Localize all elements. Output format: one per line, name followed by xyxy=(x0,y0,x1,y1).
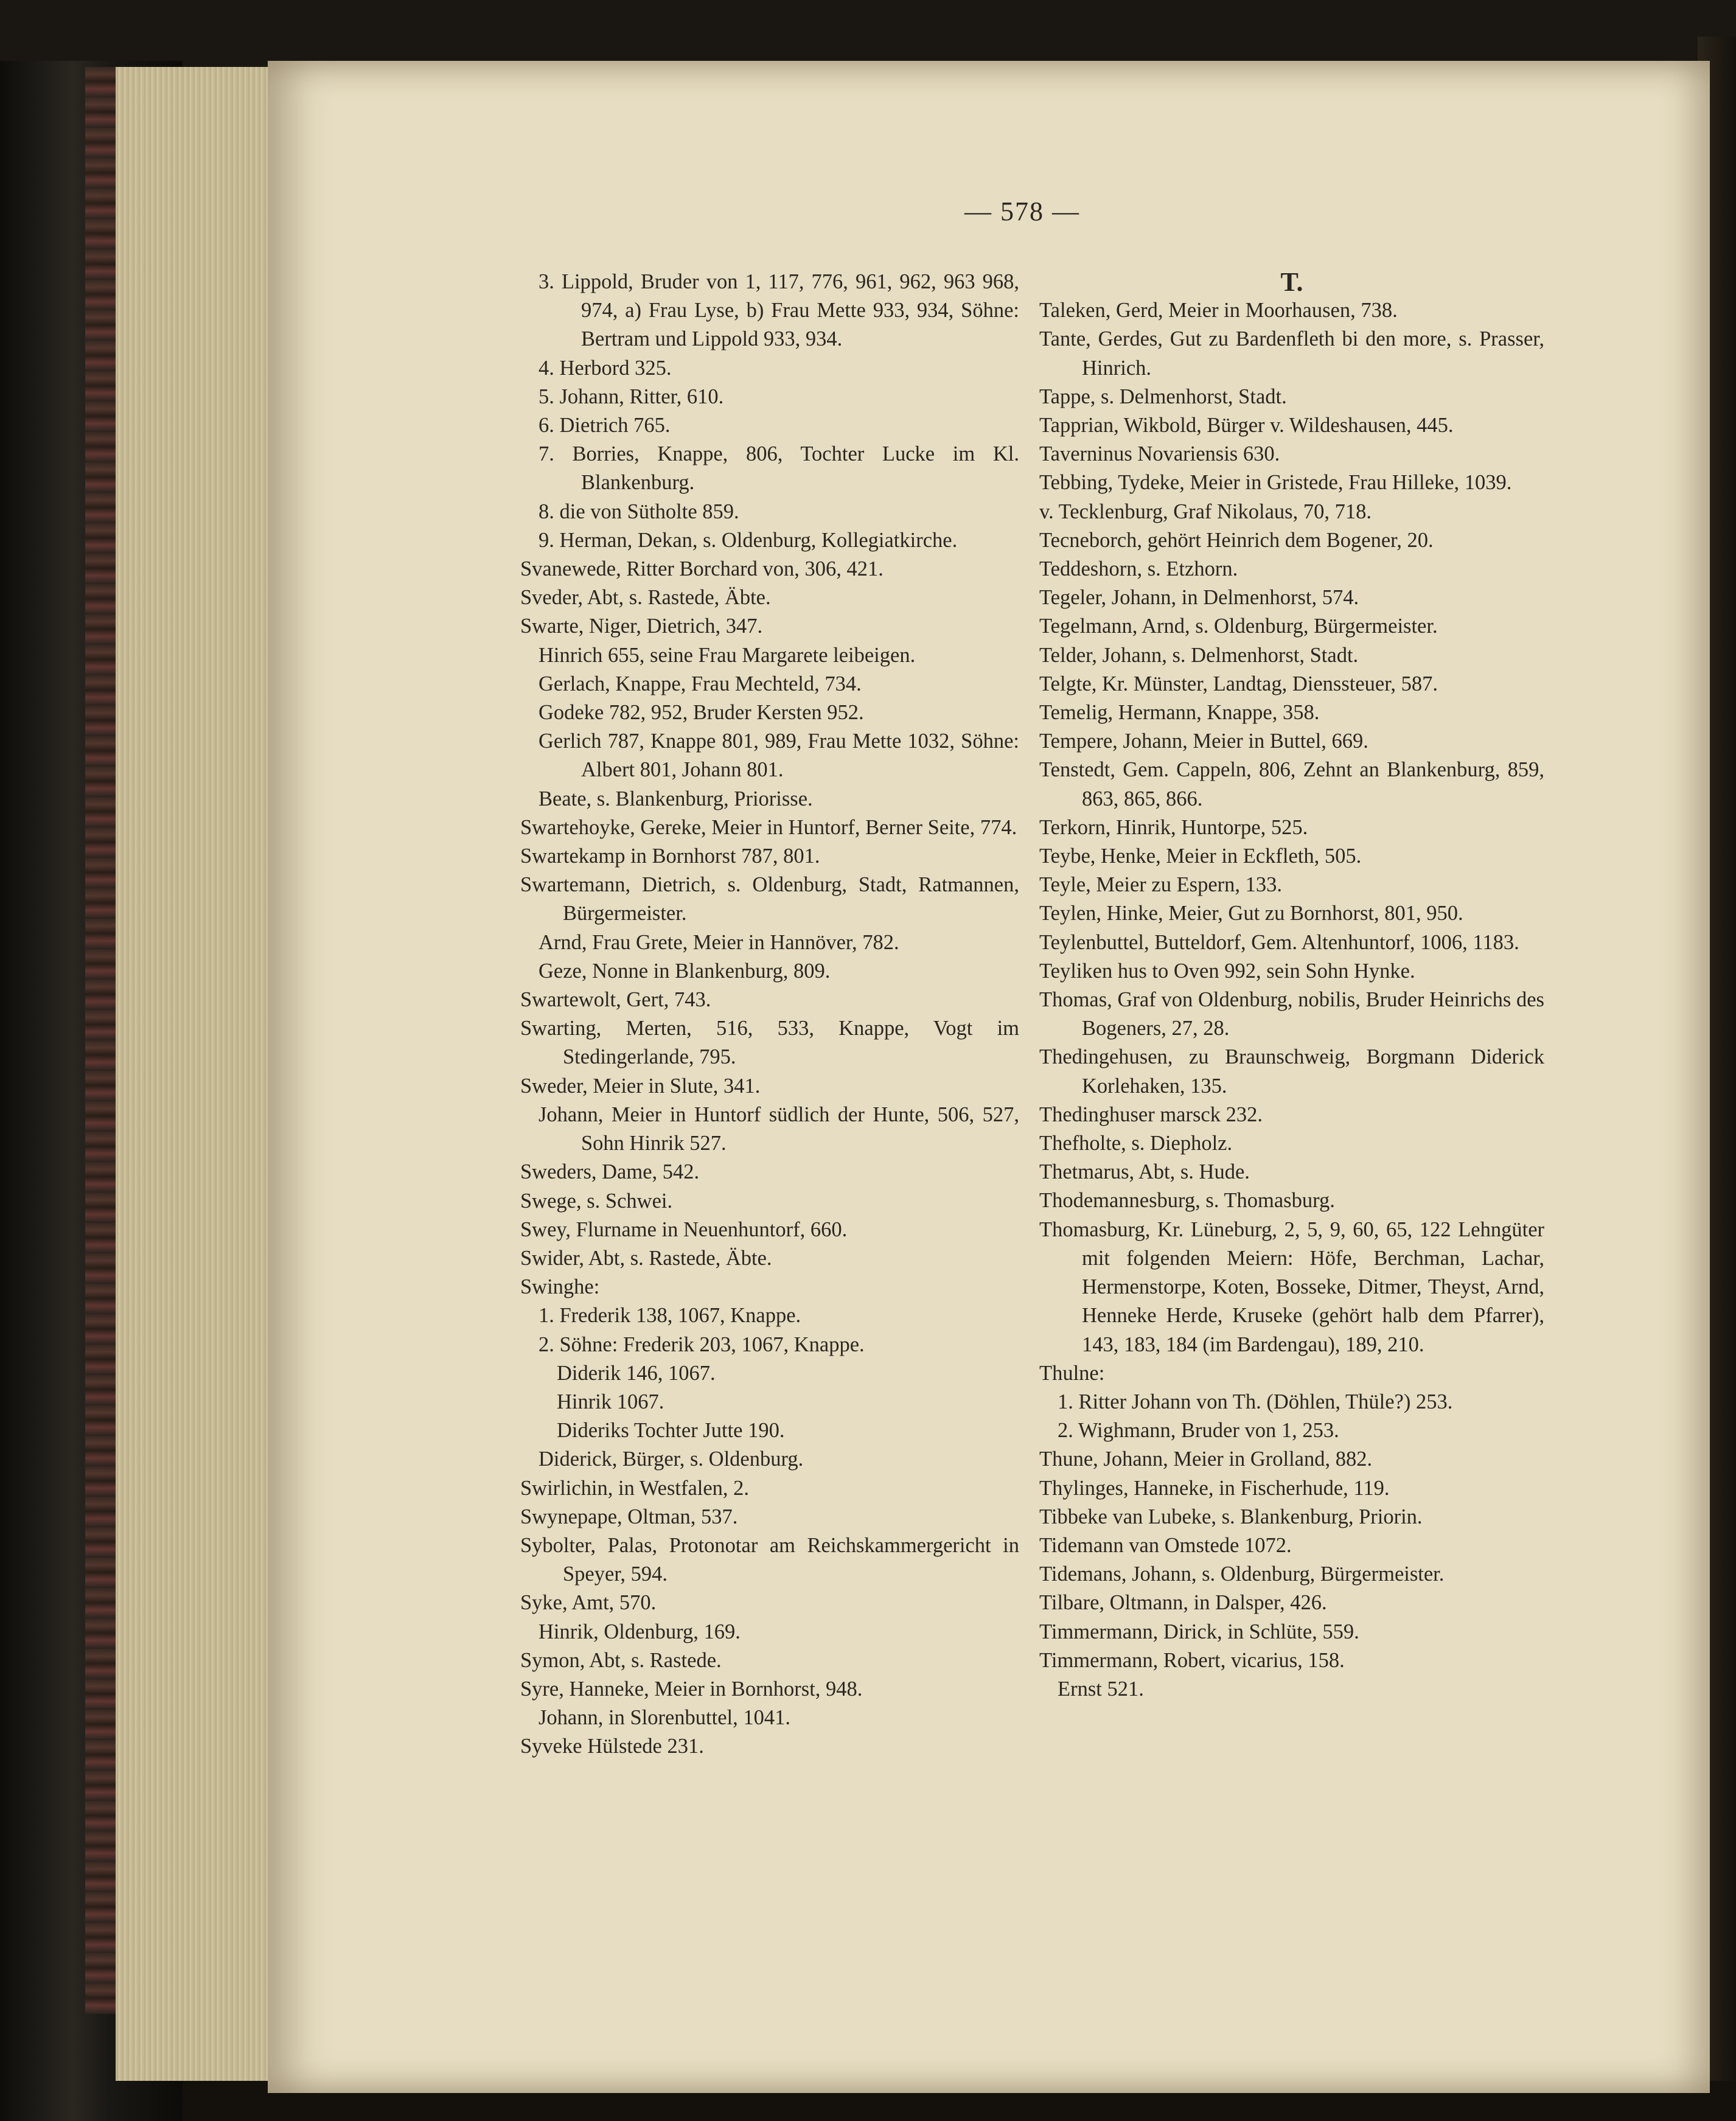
index-entry: Godeke 782, 952, Bruder Kersten 952. xyxy=(539,701,864,725)
index-entry: Thylinges, Hanneke, in Fischerhude, 119. xyxy=(1039,1476,1390,1500)
index-entry: Tidemann van Omstede 1072. xyxy=(1039,1533,1292,1557)
index-entry: Taverninus Novariensis 630. xyxy=(1039,442,1280,466)
index-entry: Beate, s. Blankenburg, Priorisse. xyxy=(539,787,813,810)
index-entry: Tebbing, Tydeke, Meier in Gristede, Frau Hilleke, 1039. xyxy=(1039,471,1512,495)
index-entry: Ernst 521. xyxy=(1058,1677,1144,1701)
index-entry: Teddeshorn, s. Etzhorn. xyxy=(1039,557,1238,581)
index-entry: Timmermann, Robert, vicarius, 158. xyxy=(1039,1648,1345,1672)
index-entry: Tecneborch, gehört Heinrich dem Bogener, 20. xyxy=(1039,528,1434,552)
index-entry: Tidemans, Johann, s. Oldenburg, Bürgermeister. xyxy=(1039,1562,1445,1586)
index-column-right xyxy=(1039,268,1544,1704)
index-entry: Tappe, s. Delmenhorst, Stadt. xyxy=(1039,385,1287,408)
index-entry: Swege, s. Schwei. xyxy=(520,1189,673,1213)
index-entry: Dideriks Tochter Jutte 190. xyxy=(557,1419,785,1443)
index-entry: 2. Söhne: Frederik 203, 1067, Knappe. xyxy=(539,1332,865,1356)
index-entry: Hinrik 1067. xyxy=(557,1390,664,1413)
index-entry: Teybe, Henke, Meier in Eckfleth, 505. xyxy=(1039,845,1362,868)
index-entry: Svanewede, Ritter Borchard von, 306, 421. xyxy=(520,557,884,581)
index-entry: Sweders, Dame, 542. xyxy=(520,1160,700,1184)
index-entry: Tante, Gerdes, Gut zu Bardenfleth bi den more, s. Prasser, Hinrich. xyxy=(1039,327,1544,380)
index-entry: Swider, Abt, s. Rastede, Äbte. xyxy=(520,1246,772,1270)
index-entry: Syke, Amt, 570. xyxy=(520,1591,657,1615)
index-entry: Hinrik, Oldenburg, 169. xyxy=(539,1620,741,1643)
index-entry: v. Tecklenburg, Graf Nikolaus, 70, 718. xyxy=(1039,500,1372,523)
index-entry: Swartemann, Dietrich, s. Oldenburg, Stadt, Ratmannen, Bürgermeister. xyxy=(520,873,1019,925)
index-entry: Sveder, Abt, s. Rastede, Äbte. xyxy=(520,586,771,610)
index-entry: Swinghe: xyxy=(520,1275,600,1299)
index-entry: Telgte, Kr. Münster, Landtag, Dienssteuer, 587. xyxy=(1039,672,1438,695)
index-entry: Syveke Hülstede 231. xyxy=(520,1735,704,1758)
index-entry: 8. die von Sütholte 859. xyxy=(539,500,739,523)
index-entry: Sybolter, Palas, Protonotar am Reichskammergericht in Speyer, 594. xyxy=(520,1533,1019,1586)
index-entry: Diderik 146, 1067. xyxy=(557,1361,716,1385)
index-entry: Terkorn, Hinrik, Huntorpe, 525. xyxy=(1039,815,1308,839)
index-entry: 1. Ritter Johann von Th. (Döhlen, Thüle?) 253. xyxy=(1058,1390,1453,1413)
index-entry: Tenstedt, Gem. Cappeln, 806, Zehnt an Blankenburg, 859, 863, 865, 866. xyxy=(1039,758,1544,810)
index-entry: Johann, Meier in Huntorf südlich der Hunte, 506, 527, Sohn Hinrik 527. xyxy=(539,1102,1019,1155)
index-entry: Swartekamp in Bornhorst 787, 801. xyxy=(520,845,820,868)
index-entry: Symon, Abt, s. Rastede. xyxy=(520,1648,722,1672)
section-heading: T. xyxy=(1280,267,1303,297)
index-entry: Thune, Johann, Meier in Grolland, 882. xyxy=(1039,1447,1373,1471)
index-entry: Tempere, Johann, Meier in Buttel, 669. xyxy=(1039,730,1368,753)
index-entries-right xyxy=(1039,296,1544,1704)
index-entry: Teylen, Hinke, Meier, Gut zu Bornhorst, 801, 950. xyxy=(1039,902,1463,925)
index-entry: Teylenbuttel, Butteldorf, Gem. Altenhuntorf, 1006, 1183. xyxy=(1039,930,1519,954)
index-entry: 4. Herbord 325. xyxy=(539,356,672,380)
index-entry: Arnd, Frau Grete, Meier in Hannöver, 782. xyxy=(539,930,899,954)
index-entry: Telder, Johann, s. Delmenhorst, Stadt. xyxy=(1039,643,1359,667)
index-entry: Teyliken hus to Oven 992, sein Sohn Hynke. xyxy=(1039,959,1415,983)
index-entry: Thedingehusen, zu Braunschweig, Borgmann Diderick Korlehaken, 135. xyxy=(1039,1045,1544,1098)
index-entry: Gerlach, Knappe, Frau Mechteld, 734. xyxy=(539,672,862,695)
index-entry: Thetmarus, Abt, s. Hude. xyxy=(1039,1160,1250,1184)
index-entry: 2. Wighmann, Bruder von 1, 253. xyxy=(1058,1419,1339,1443)
index-entry: Hinrich 655, seine Frau Margarete leibeigen. xyxy=(539,643,916,667)
index-entry: Swynepape, Oltman, 537. xyxy=(520,1505,738,1528)
index-entry: Taleken, Gerd, Meier in Moorhausen, 738. xyxy=(1039,299,1398,322)
index-entry: Swirlichin, in Westfalen, 2. xyxy=(520,1476,750,1500)
index-entry: 7. Borries, Knappe, 806, Tochter Lucke im Kl. Blankenburg. xyxy=(539,442,1019,495)
index-entry: Thomas, Graf von Oldenburg, nobilis, Bruder Heinrichs des Bogeners, 27, 28. xyxy=(1039,988,1544,1040)
index-entry: 5. Johann, Ritter, 610. xyxy=(539,385,724,408)
index-entry: Diderick, Bürger, s. Oldenburg. xyxy=(539,1447,804,1471)
index-entry: Swarte, Niger, Dietrich, 347. xyxy=(520,615,763,638)
page-stack xyxy=(116,67,280,2081)
index-entry: Thedinghuser marsck 232. xyxy=(1039,1102,1263,1126)
index-entry: Tilbare, Oltmann, in Dalsper, 426. xyxy=(1039,1591,1327,1615)
index-entry: Swey, Flurname in Neuenhuntorf, 660. xyxy=(520,1217,848,1241)
index-entry: 3. Lippold, Bruder von 1, 117, 776, 961, 962, 963 968, 974, a) Frau Lyse, b) Frau Mette 933, 934, Söhne: Bertram und Lippold 933, 934. xyxy=(539,270,1019,351)
index-entry: Thulne: xyxy=(1039,1361,1105,1385)
index-entry: 9. Herman, Dekan, s. Oldenburg, Kollegiatkirche. xyxy=(539,528,958,552)
index-entry: Swartehoyke, Gereke, Meier in Huntorf, Berner Seite, 774. xyxy=(520,815,1017,839)
index-entry: Syre, Hanneke, Meier in Bornhorst, 948. xyxy=(520,1677,863,1701)
index-entry: Johann, in Slorenbuttel, 1041. xyxy=(539,1706,790,1730)
index-entry: Tapprian, Wikbold, Bürger v. Wildeshausen, 445. xyxy=(1039,414,1454,437)
index-entry: Teyle, Meier zu Espern, 133. xyxy=(1039,873,1282,897)
index-entry: Thomasburg, Kr. Lüneburg, 2, 5, 9, 60, 65, 122 Lehngüter mit folgenden Meiern: Höfe, Berchman, Lachar, Hermenstorpe, Koten, Bosseke, Ditmer, Theyst, Arnd, Henneke Herde, Kruseke (gehört halb dem Pfarrer), 143, 183, 184 (im Bardengau), 189, 210. xyxy=(1039,1217,1544,1356)
index-entry: Swartewolt, Gert, 743. xyxy=(520,988,711,1012)
index-entry: Thefholte, s. Diepholz. xyxy=(1039,1132,1233,1155)
index-entry: 6. Dietrich 765. xyxy=(539,414,671,437)
index-entry: Tibbeke van Lubeke, s. Blankenburg, Priorin. xyxy=(1039,1505,1423,1528)
index-entry: Tegelmann, Arnd, s. Oldenburg, Bürgermeister. xyxy=(1039,615,1438,638)
index-entry: Thodemannesburg, s. Thomasburg. xyxy=(1039,1189,1335,1213)
index-entry: Timmermann, Dirick, in Schlüte, 559. xyxy=(1039,1620,1359,1643)
index-entry: 1. Frederik 138, 1067, Knappe. xyxy=(539,1304,801,1328)
page-number: — 578 — xyxy=(964,197,1080,226)
index-entry: Temelig, Hermann, Knappe, 358. xyxy=(1039,701,1320,725)
index-entry: Swarting, Merten, 516, 533, Knappe, Vogt im Stedingerlande, 795. xyxy=(520,1017,1019,1069)
index-column-left xyxy=(520,268,1019,1761)
index-entry: Geze, Nonne in Blankenburg, 809. xyxy=(539,959,831,983)
index-entry: Sweder, Meier in Slute, 341. xyxy=(520,1074,761,1098)
index-entry: Gerlich 787, Knappe 801, 989, Frau Mette 1032, Söhne: Albert 801, Johann 801. xyxy=(539,730,1019,782)
index-entry: Tegeler, Johann, in Delmenhorst, 574. xyxy=(1039,586,1359,610)
